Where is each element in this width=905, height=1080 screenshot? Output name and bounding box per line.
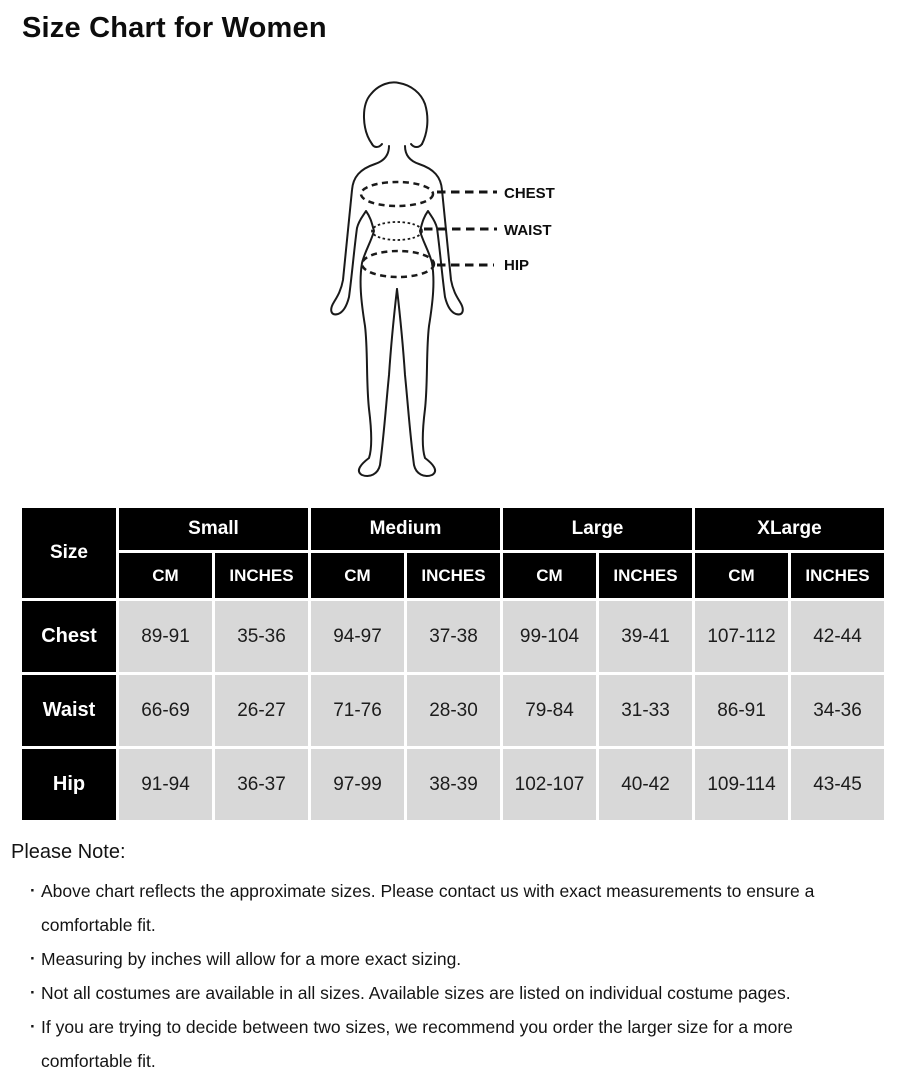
- note-item: [11, 942, 877, 976]
- note-text: Measuring by inches will allow for a more exact sizing.: [41, 949, 462, 969]
- bullet-glyph: ·: [30, 1017, 36, 1036]
- bullet-glyph: ·: [30, 881, 36, 900]
- waist-small-inches: 26-27: [215, 675, 308, 746]
- size-corner-header: Size: [22, 508, 116, 598]
- note-text: Not all costumes are available in all sizes. Available sizes are listed on individual costume pages.: [41, 983, 791, 1003]
- unit-header-inches: INCHES: [599, 553, 692, 598]
- body-measurement-diagram: [0, 0, 905, 500]
- bullet-glyph: ·: [30, 983, 36, 1002]
- row-label-chest: Chest: [22, 601, 116, 672]
- chest-large-inches: 39-41: [599, 601, 692, 672]
- chest-medium-cm: 94-97: [311, 601, 404, 672]
- row-label-waist: Waist: [22, 675, 116, 746]
- unit-header-inches: INCHES: [407, 553, 500, 598]
- chest-medium-inches: 37-38: [407, 601, 500, 672]
- unit-header-cm: CM: [119, 553, 212, 598]
- table-row-hip: [22, 749, 884, 820]
- figure-head-outline: [364, 82, 427, 144]
- table-row-chest: [22, 601, 884, 672]
- hip-measure-ellipse: [362, 251, 434, 277]
- hip-label: HIP: [504, 257, 530, 274]
- group-header-small: Small: [119, 508, 308, 550]
- note-item: [11, 1010, 877, 1078]
- waist-medium-cm: 71-76: [311, 675, 404, 746]
- waist-label: WAIST: [504, 222, 552, 239]
- bullet-glyph: ·: [30, 949, 36, 968]
- chest-xlarge-cm: 107-112: [695, 601, 788, 672]
- notes-section: [11, 839, 877, 1078]
- hip-xlarge-cm: 109-114: [695, 749, 788, 820]
- table-row-waist: [22, 675, 884, 746]
- unit-header-inches: INCHES: [215, 553, 308, 598]
- unit-header-cm: CM: [695, 553, 788, 598]
- waist-xlarge-cm: 86-91: [695, 675, 788, 746]
- waist-measure-ellipse: [372, 222, 422, 240]
- group-header-medium: Medium: [311, 508, 500, 550]
- chest-xlarge-inches: 42-44: [791, 601, 884, 672]
- hip-large-inches: 40-42: [599, 749, 692, 820]
- hip-small-cm: 91-94: [119, 749, 212, 820]
- notes-heading: Please Note:: [11, 841, 126, 863]
- unit-header-inches: INCHES: [791, 553, 884, 598]
- chest-small-cm: 89-91: [119, 601, 212, 672]
- row-label-hip: Hip: [22, 749, 116, 820]
- note-item: [11, 976, 877, 1010]
- note-text: Above chart reflects the approximate sizes. Please contact us with exact measurements to ensure a comfortable fit.: [41, 881, 815, 935]
- hip-xlarge-inches: 43-45: [791, 749, 884, 820]
- size-chart-table: [19, 505, 887, 823]
- note-text: If you are trying to decide between two sizes, we recommend you order the larger size for a more comfortable fit.: [41, 1017, 793, 1071]
- waist-large-inches: 31-33: [599, 675, 692, 746]
- figure-body-outline: [331, 146, 397, 476]
- chest-small-inches: 35-36: [215, 601, 308, 672]
- figure-hair-curl-right: [411, 144, 422, 147]
- chest-measure-ellipse: [361, 182, 433, 206]
- hip-medium-cm: 97-99: [311, 749, 404, 820]
- unit-header-cm: CM: [311, 553, 404, 598]
- chest-label: CHEST: [504, 185, 555, 202]
- figure-hair-curl-left: [372, 144, 382, 147]
- waist-large-cm: 79-84: [503, 675, 596, 746]
- note-item: [11, 874, 877, 942]
- table-header-unit-row: [22, 553, 884, 598]
- waist-xlarge-inches: 34-36: [791, 675, 884, 746]
- unit-header-cm: CM: [503, 553, 596, 598]
- page-title: Size Chart for Women: [22, 12, 327, 44]
- group-header-xlarge: XLarge: [695, 508, 884, 550]
- hip-small-inches: 36-37: [215, 749, 308, 820]
- hip-medium-inches: 38-39: [407, 749, 500, 820]
- waist-medium-inches: 28-30: [407, 675, 500, 746]
- chest-large-cm: 99-104: [503, 601, 596, 672]
- notes-list: [11, 874, 877, 1078]
- group-header-large: Large: [503, 508, 692, 550]
- hip-large-cm: 102-107: [503, 749, 596, 820]
- waist-small-cm: 66-69: [119, 675, 212, 746]
- table-header-group-row: [22, 508, 884, 550]
